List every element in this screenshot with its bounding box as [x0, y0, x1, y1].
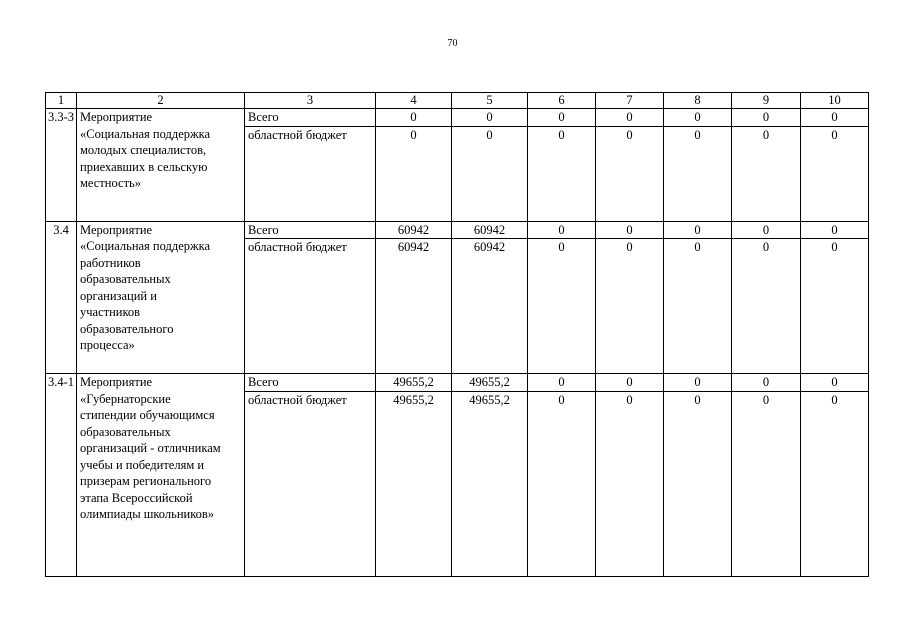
- column-header: 7: [596, 93, 664, 109]
- column-header: 8: [664, 93, 732, 109]
- value-cell: 0: [452, 109, 528, 127]
- value-cell: 0: [732, 126, 801, 221]
- value-cell: 0: [801, 239, 869, 374]
- value-cell: 0: [528, 109, 596, 127]
- description-line: Мероприятие: [80, 222, 153, 237]
- description-line: организаций и: [80, 288, 157, 303]
- description-line: организаций - отличникам: [80, 441, 221, 455]
- value-cell: 0: [732, 109, 801, 127]
- value-cell: 60942: [376, 239, 452, 374]
- value-cell: 60942: [452, 221, 528, 239]
- description-line: «Социальная поддержка: [80, 239, 211, 253]
- column-header: 4: [376, 93, 452, 109]
- table-header-row: [46, 93, 869, 109]
- value-cell: 0: [596, 391, 664, 576]
- column-header: 5: [452, 93, 528, 109]
- description-line: участников: [80, 305, 141, 319]
- value-cell: 0: [664, 239, 732, 374]
- value-cell: 0: [596, 126, 664, 221]
- description-line: стипендии обучающимся: [80, 408, 215, 422]
- value-cell: 0: [801, 391, 869, 576]
- value-cell: 0: [376, 126, 452, 221]
- value-cell: 0: [452, 126, 528, 221]
- column-header: 1: [46, 93, 77, 109]
- value-cell: 0: [376, 109, 452, 127]
- row-description: [77, 221, 245, 374]
- row-description: [77, 109, 245, 222]
- funding-source-total: Всего: [245, 221, 376, 239]
- description-line: приехавших в сельскую: [80, 159, 208, 174]
- value-cell: 0: [801, 109, 869, 127]
- value-cell: 0: [732, 374, 801, 392]
- value-cell: 0: [596, 374, 664, 392]
- table-row: [46, 374, 869, 392]
- description-line: молодых специалистов,: [80, 143, 207, 157]
- page-number: 70: [447, 38, 458, 49]
- value-cell: 0: [801, 221, 869, 239]
- row-code: 3.4: [46, 221, 77, 374]
- value-cell: 0: [732, 221, 801, 239]
- budget-table: [45, 92, 869, 577]
- description-line: Мероприятие: [80, 375, 153, 389]
- value-cell: 0: [596, 239, 664, 374]
- value-cell: 0: [664, 109, 732, 127]
- row-code: 3.4-1: [46, 374, 77, 577]
- funding-source-regional: областной бюджет: [245, 391, 376, 576]
- column-header: 2: [77, 93, 245, 109]
- funding-source-total: Всего: [245, 374, 376, 392]
- funding-source-regional: областной бюджет: [245, 126, 376, 221]
- funding-source-total: Всего: [245, 109, 376, 127]
- description-line: этапа Всероссийской: [80, 490, 193, 505]
- value-cell: 0: [664, 374, 732, 392]
- value-cell: 49655,2: [452, 374, 528, 392]
- value-cell: 49655,2: [376, 391, 452, 576]
- description-line: олимпиады школьников»: [80, 507, 215, 521]
- value-cell: 0: [528, 391, 596, 576]
- description-line: призерам регионального: [80, 474, 212, 488]
- table-row: [46, 221, 869, 239]
- funding-source-regional: областной бюджет: [245, 239, 376, 374]
- row-code: 3.3-3: [46, 109, 77, 222]
- description-line: образовательных: [80, 424, 171, 439]
- value-cell: 0: [801, 374, 869, 392]
- column-header: 10: [801, 93, 869, 109]
- value-cell: 0: [528, 239, 596, 374]
- value-cell: 49655,2: [452, 391, 528, 576]
- value-cell: 0: [801, 126, 869, 221]
- value-cell: 0: [528, 374, 596, 392]
- row-description: [77, 374, 245, 577]
- description-line: «Губернаторские: [80, 391, 171, 406]
- description-line: образовательного: [80, 321, 174, 336]
- value-cell: 0: [596, 109, 664, 127]
- column-header: 9: [732, 93, 801, 109]
- value-cell: 60942: [376, 221, 452, 239]
- value-cell: 0: [732, 239, 801, 374]
- description-line: «Социальная поддержка: [80, 126, 211, 141]
- value-cell: 0: [664, 221, 732, 239]
- description-line: местность»: [80, 176, 141, 190]
- description-line: работников: [80, 255, 141, 270]
- column-header: 6: [528, 93, 596, 109]
- description-line: образовательных: [80, 272, 171, 286]
- value-cell: 0: [664, 391, 732, 576]
- column-header: 3: [245, 93, 376, 109]
- description-line: Мероприятие: [80, 110, 153, 124]
- value-cell: 0: [528, 126, 596, 221]
- value-cell: 0: [528, 221, 596, 239]
- description-line: процесса»: [80, 338, 135, 352]
- value-cell: 0: [732, 391, 801, 576]
- value-cell: 60942: [452, 239, 528, 374]
- value-cell: 0: [664, 126, 732, 221]
- value-cell: 49655,2: [376, 374, 452, 392]
- value-cell: 0: [596, 221, 664, 239]
- description-line: учебы и победителям и: [80, 457, 205, 472]
- table-row: [46, 109, 869, 127]
